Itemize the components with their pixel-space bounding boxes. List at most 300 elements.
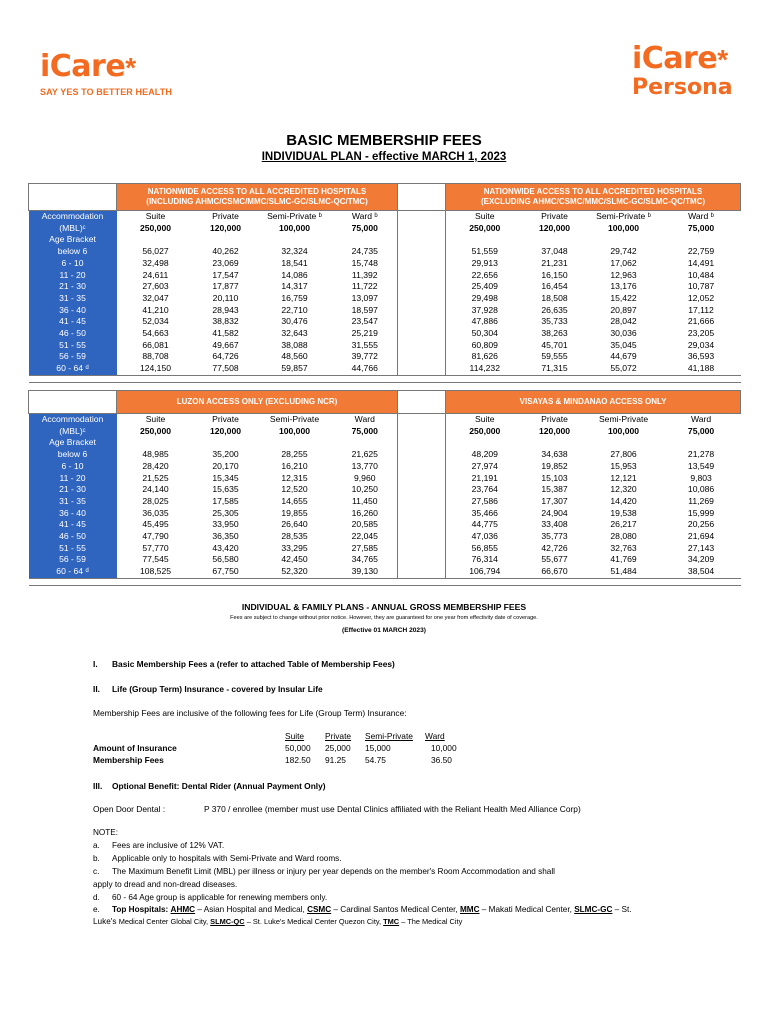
hospital-code: CSMC [307, 905, 332, 914]
fee-cell: 108,525 [139, 566, 172, 577]
table-row [29, 531, 741, 543]
fee-cell: 41,188 [687, 363, 715, 374]
fee-cell: 22,045 [351, 531, 378, 542]
fee-cell: 32,047 [142, 292, 169, 303]
mbl-label: (MBL)ᶜ [29, 223, 117, 235]
note-e-label: Top Hospitals: [112, 905, 169, 914]
fee-cell: 56,580 [212, 554, 239, 565]
fee-cell: 10,484 [687, 269, 715, 280]
region-header-line: NATIONWIDE ACCESS TO ALL ACCREDITED HOSPITALS [483, 187, 703, 196]
fee-cell: 10,086 [687, 484, 715, 495]
fee-cell: 18,597 [351, 304, 378, 315]
fee-cell: 35,466 [471, 507, 498, 518]
ins-header-suite: Suite [285, 731, 305, 741]
column-header: Semi-Private ᵇ [267, 211, 322, 221]
fee-cell: 32,643 [281, 328, 308, 339]
fee-cell: 77,508 [212, 363, 239, 374]
fee-cell: 14,491 [687, 257, 715, 268]
fee-cell: 48,985 [142, 449, 169, 460]
fee-cell: 47,790 [142, 531, 169, 542]
fee-cell: 14,086 [281, 269, 308, 280]
fee-cell: 44,766 [351, 363, 378, 374]
gap-cell [398, 449, 446, 461]
note-letter: c. [93, 867, 100, 876]
column-header: Semi-Private ᵇ [596, 211, 651, 221]
age-cell: 41 - 45 [29, 316, 117, 328]
header-blank [29, 391, 117, 414]
fee-cell: 23,764 [471, 484, 498, 495]
ins-cell: 54.75 [365, 755, 386, 765]
hospital-name: – Cardinal Santos Medical Center, [331, 905, 460, 914]
note-letter: e. [93, 905, 100, 914]
table-row [29, 566, 741, 578]
fee-cell: 15,748 [351, 257, 378, 268]
ins-cell: 50,000 [285, 743, 311, 753]
fee-cell: 66,670 [541, 566, 568, 577]
fee-cell: 38,263 [541, 328, 568, 339]
table-row [29, 519, 741, 531]
hospital-name: – St. [612, 905, 632, 914]
section-title: INDIVIDUAL & FAMILY PLANS - ANNUAL GROSS MEMBERSHIP FEES [241, 602, 527, 612]
fee-cell: 35,733 [541, 316, 568, 327]
age-cell: 51 - 55 [29, 543, 117, 555]
table-row [29, 484, 741, 496]
fee-cell: 32,498 [142, 257, 169, 268]
age-cell: 11 - 20 [29, 473, 117, 485]
fee-cell: 38,832 [212, 316, 239, 327]
fee-cell: 33,950 [212, 519, 239, 530]
mbl-value: 75,000 [687, 425, 715, 436]
fee-cell: 11,450 [351, 495, 378, 506]
gap-cell [398, 316, 446, 328]
table-row [29, 281, 741, 293]
fee-cell: 44,775 [471, 519, 498, 530]
item-3-num: III. [93, 781, 103, 791]
fee-cell: 15,103 [541, 472, 568, 483]
effective-date: (Effective 01 MARCH 2023) [342, 627, 426, 634]
mbl-value: 250,000 [469, 222, 501, 233]
fee-cell: 13,770 [351, 460, 378, 471]
age-cell: 60 - 64 ᵈ [29, 363, 117, 375]
fee-cell: 15,387 [541, 484, 568, 495]
age-cell: 31 - 35 [29, 293, 117, 305]
left-region-header [117, 184, 398, 211]
fee-cell: 29,913 [471, 257, 498, 268]
table-row [29, 340, 741, 352]
fee-cell: 20,170 [212, 460, 239, 471]
fee-cell: 15,422 [610, 292, 637, 303]
fee-cell: 31,555 [351, 339, 378, 350]
fee-cell: 40,262 [212, 246, 239, 257]
fee-cell: 25,305 [212, 507, 239, 518]
fee-cell: 41,582 [212, 328, 239, 339]
table-row [29, 351, 741, 363]
empty-cell [586, 437, 662, 449]
fee-cell: 23,547 [351, 316, 378, 327]
age-cell: 51 - 55 [29, 340, 117, 352]
column-header: Private [212, 211, 239, 221]
ins-cell: 91.25 [325, 755, 346, 765]
fee-cell: 12,520 [281, 484, 308, 495]
gap-cell [398, 363, 446, 375]
empty-cell [257, 234, 333, 246]
fee-cell: 17,062 [610, 257, 637, 268]
fee-cell: 28,080 [610, 531, 637, 542]
fee-cell: 16,210 [281, 460, 308, 471]
icare-logo [40, 49, 172, 97]
age-bracket-label: Age Bracket [29, 234, 117, 246]
left-region-header [117, 391, 398, 414]
fee-cell: 56,855 [471, 542, 498, 553]
page-subtitle: INDIVIDUAL PLAN - effective MARCH 1, 2023 [261, 151, 507, 163]
fee-cell: 20,585 [351, 519, 378, 530]
mbl-value: 100,000 [278, 222, 311, 233]
fee-cell: 48,209 [471, 449, 498, 460]
fee-cell: 21,666 [687, 316, 715, 327]
fee-cell: 28,042 [610, 316, 637, 327]
fee-cell: 28,943 [212, 304, 239, 315]
fee-cell: 37,048 [541, 246, 568, 257]
column-header: Private [541, 211, 568, 221]
fee-cell: 23,069 [212, 257, 239, 268]
fee-cell: 17,112 [688, 304, 714, 315]
fee-cell: 27,806 [610, 449, 637, 460]
gap-cell [398, 328, 446, 340]
fee-cell: 24,735 [351, 246, 378, 257]
hospital-code: SLMC-QC [210, 917, 245, 926]
fee-cell: 27,586 [471, 495, 498, 506]
column-header: Suite [475, 414, 495, 424]
fee-cell: 12,963 [610, 269, 637, 280]
table-row [29, 246, 741, 258]
mbl-value: 75,000 [687, 222, 715, 233]
dental-text: P 370 / enrollee (member must use Dental Clinics affiliated with the Reliant Health Med Alliance Corp) [204, 804, 581, 814]
asterisk-icon: * [717, 44, 729, 75]
hospital-name: – The Medical City [399, 917, 463, 926]
mbl-value: 75,000 [351, 222, 378, 233]
gap-cell [398, 223, 446, 235]
fee-cell: 37,928 [471, 304, 498, 315]
column-header: Suite [145, 414, 166, 424]
fee-cell: 14,420 [610, 495, 637, 506]
age-cell: below 6 [29, 449, 117, 461]
fee-cell: 77,545 [142, 554, 169, 565]
gap-cell [398, 270, 446, 282]
mbl-value: 120,000 [209, 425, 242, 436]
table-row [29, 473, 741, 485]
fee-cell: 22,710 [281, 304, 308, 315]
mbl-value: 120,000 [538, 222, 571, 233]
note-e-line2b: Medical Center Global City, [118, 917, 211, 926]
icare-persona-logo [632, 41, 733, 100]
fee-cell: 18,508 [541, 292, 568, 303]
fee-cell: 9,960 [354, 472, 376, 483]
item-2-num: II. [93, 684, 100, 694]
age-cell: 21 - 30 [29, 281, 117, 293]
fee-cell: 49,667 [212, 339, 239, 350]
fee-cell: 41,769 [610, 554, 637, 565]
age-cell: 6 - 10 [29, 258, 117, 270]
fee-cell: 34,209 [687, 554, 715, 565]
gap-cell [398, 258, 446, 270]
fee-cell: 36,593 [687, 351, 715, 362]
mbl-value: 75,000 [351, 425, 378, 436]
fee-table-nationwide [28, 183, 741, 383]
note-b: Applicable only to hospitals with Semi-Private and Ward rooms. [112, 854, 342, 863]
item-3-text: Optional Benefit: Dental Rider (Annual Payment Only) [112, 781, 326, 791]
gap-cell [398, 473, 446, 485]
asterisk-icon: * [125, 52, 137, 83]
fee-cell: 30,476 [281, 316, 308, 327]
mbl-label: (MBL)ᶜ [29, 426, 117, 438]
fee-cell: 54,663 [142, 328, 169, 339]
right-region-header [446, 391, 741, 414]
mbl-value: 120,000 [539, 425, 571, 436]
fee-cell: 11,392 [351, 269, 378, 280]
fee-cell: 16,150 [541, 269, 568, 280]
fee-cell: 25,409 [471, 281, 498, 292]
fee-cell: 12,320 [610, 484, 637, 495]
gap-cell [398, 414, 446, 426]
column-header: Private [212, 414, 239, 424]
empty-cell [195, 234, 257, 246]
fee-cell: 23,205 [687, 328, 715, 339]
fee-cell: 71,315 [541, 363, 568, 374]
note-letter: a. [93, 841, 100, 850]
age-cell: below 6 [29, 246, 117, 258]
fee-cell: 22,759 [687, 246, 715, 257]
ins-row-label: Membership Fees [93, 755, 164, 765]
fee-cell: 114,232 [469, 363, 500, 374]
fee-cell: 26,217 [610, 519, 637, 530]
age-cell: 46 - 50 [29, 531, 117, 543]
gap-cell [398, 246, 446, 258]
gap-cell [398, 531, 446, 543]
fee-cell: 43,420 [212, 542, 239, 553]
region-header-line: (INCLUDING AHMC/CSMC/MMC/SLMC-GC/SLMC-QC/TMC) [146, 197, 368, 206]
fee-cell: 14,655 [281, 495, 308, 506]
empty-cell [662, 437, 741, 449]
fee-cell: 25,219 [351, 328, 378, 339]
table-row [29, 316, 741, 328]
fee-cell: 19,855 [281, 507, 308, 518]
fee-cell: 20,110 [212, 292, 239, 303]
fee-cell: 17,307 [541, 495, 568, 506]
empty-cell [117, 437, 195, 449]
table-row [29, 363, 741, 375]
note-c: The Maximum Benefit Limit (MBL) per illness or injury per year depends on the member's Room Accommodation and shall [112, 867, 555, 876]
fee-cell: 28,025 [142, 495, 169, 506]
gap-cell [398, 281, 446, 293]
empty-cell [586, 234, 662, 246]
fee-cell: 17,547 [212, 269, 239, 280]
fee-cell: 81,626 [471, 351, 498, 362]
fee-cell: 41,210 [142, 304, 169, 315]
gap-cell [398, 351, 446, 363]
fee-cell: 15,999 [687, 507, 715, 518]
fee-cell: 36,035 [142, 507, 169, 518]
right-region-header [446, 184, 741, 211]
column-header: Private [541, 414, 568, 424]
logo-tagline: SAY YES TO BETTER HEALTH [40, 87, 172, 97]
fee-cell: 22,656 [471, 269, 498, 280]
ins-cell: 15,000 [365, 743, 391, 753]
ins-cell: 36.50 [431, 755, 452, 765]
fee-cell: 39,130 [351, 566, 378, 577]
header-blank [29, 184, 117, 211]
fee-cell: 29,742 [610, 246, 637, 257]
item-2-text: Life (Group Term) Insurance - covered by Insular Life [112, 684, 323, 694]
fee-cell: 55,072 [610, 363, 637, 374]
gap-cell [398, 566, 446, 578]
age-cell: 36 - 40 [29, 305, 117, 317]
fee-cell: 48,560 [281, 351, 308, 362]
table-row [29, 543, 741, 555]
insurance-table [93, 730, 465, 766]
table-bottom-border [29, 375, 741, 382]
fee-cell: 14,317 [281, 281, 308, 292]
table-row [29, 293, 741, 305]
fee-cell: 21,694 [687, 531, 715, 542]
empty-cell [446, 234, 524, 246]
fee-cell: 32,763 [610, 542, 637, 553]
inclusive-text: Membership Fees are inclusive of the following fees for Life (Group Term) Insurance: [93, 708, 407, 718]
note-c-continued: apply to dread and non-dread diseases. [93, 880, 238, 889]
age-cell: 11 - 20 [29, 270, 117, 282]
age-cell: 56 - 59 [29, 351, 117, 363]
fee-cell: 42,450 [281, 554, 308, 565]
age-cell: 56 - 59 [29, 554, 117, 566]
note-a: Fees are inclusive of 12% VAT. [112, 841, 225, 850]
accommodation-label: Accommodation [29, 211, 117, 223]
fee-cell: 15,953 [610, 460, 637, 471]
ins-row-label: Amount of Insurance [93, 743, 177, 753]
gap-cell [398, 543, 446, 555]
fee-cell: 26,640 [281, 519, 308, 530]
note-e-line2a: Luke's [93, 917, 119, 926]
mbl-value: 100,000 [607, 222, 640, 233]
fee-cell: 64,726 [212, 351, 239, 362]
empty-cell [524, 437, 586, 449]
hospital-name: – Makati Medical Center, [479, 905, 575, 914]
ins-cell: 10,000 [431, 743, 457, 753]
gap-cell [398, 305, 446, 317]
fee-cell: 38,088 [281, 339, 308, 350]
fee-cell: 20,897 [610, 304, 637, 315]
fee-cell: 19,852 [541, 460, 568, 471]
column-header: Suite [474, 211, 495, 221]
table-row [29, 305, 741, 317]
fee-cell: 17,585 [212, 495, 239, 506]
fee-cell: 50,304 [471, 328, 498, 339]
hospital-name: – Asian Hospital and Medical, [195, 905, 308, 914]
age-cell: 60 - 64 ᵈ [29, 566, 117, 578]
fee-cell: 51,484 [610, 566, 637, 577]
fee-cell: 36,350 [212, 531, 239, 542]
fee-cell: 27,143 [687, 542, 715, 553]
gap-cell [398, 508, 446, 520]
fee-cell: 44,679 [610, 351, 637, 362]
table-row [29, 496, 741, 508]
age-cell: 31 - 35 [29, 496, 117, 508]
logo-wordmark: iCare [40, 49, 126, 84]
mbl-value: 250,000 [139, 222, 172, 233]
fee-cell: 15,635 [212, 484, 239, 495]
hospital-name: – St. Luke's Medical Center Quezon City, [244, 917, 384, 926]
fee-cell: 29,034 [687, 339, 715, 350]
fee-cell: 21,278 [687, 449, 715, 460]
age-cell: 46 - 50 [29, 328, 117, 340]
fee-cell: 27,585 [351, 542, 378, 553]
fee-cell: 38,504 [687, 566, 715, 577]
notes-heading: NOTE: [93, 828, 119, 837]
fee-cell: 45,701 [541, 339, 568, 350]
table-bottom-border [29, 578, 741, 585]
hospital-code: SLMC-GC [574, 905, 613, 914]
table-row [29, 270, 741, 282]
header-gap [398, 184, 446, 211]
hospital-code: TMC [383, 917, 400, 926]
fee-cell: 32,324 [281, 246, 308, 257]
fee-cell: 16,260 [351, 507, 378, 518]
gap-cell [398, 519, 446, 531]
note-letter: b. [93, 854, 100, 863]
age-cell: 21 - 30 [29, 484, 117, 496]
fee-cell: 19,538 [610, 507, 637, 518]
empty-cell [117, 234, 195, 246]
column-header: Ward ᵇ [351, 211, 378, 221]
fee-cell: 76,314 [471, 554, 498, 565]
fee-cell: 88,708 [142, 351, 169, 362]
mbl-value: 120,000 [209, 222, 242, 233]
fee-cell: 21,191 [471, 472, 498, 483]
empty-cell [333, 234, 398, 246]
hospital-code: AHMC [170, 905, 196, 914]
fee-cell: 24,904 [541, 507, 568, 518]
gap-cell [398, 496, 446, 508]
logo-persona: Persona [632, 75, 733, 100]
gap-cell [398, 484, 446, 496]
fee-table-regional [28, 390, 741, 586]
ins-cell: 182.50 [285, 755, 311, 765]
fee-cell: 13,176 [610, 281, 637, 292]
fee-cell: 16,759 [281, 292, 308, 303]
hospital-code: MMC [459, 905, 480, 914]
fee-cell: 47,036 [471, 531, 498, 542]
fee-cell: 27,974 [471, 460, 498, 471]
fee-cell: 51,559 [471, 246, 498, 257]
fee-cell: 55,677 [541, 554, 568, 565]
fee-cell: 34,638 [541, 449, 568, 460]
logo-wordmark: iCare [632, 41, 718, 76]
fee-cell: 17,877 [212, 281, 239, 292]
ins-header-semi-private: Semi-Private [365, 731, 413, 741]
fee-cell: 124,150 [139, 363, 172, 374]
fee-cell: 59,857 [281, 363, 308, 374]
empty-cell [524, 234, 586, 246]
age-cell: 36 - 40 [29, 508, 117, 520]
fee-cell: 29,498 [471, 292, 498, 303]
fee-cell: 59,555 [541, 351, 568, 362]
region-header-line: (EXCLUDING AHMC/CSMC/MMC/SLMC-GC/SLMC-QC/TMC) [480, 197, 706, 206]
column-header: Semi-Private [269, 414, 320, 424]
column-header: Suite [145, 211, 166, 221]
fee-cell: 28,420 [142, 460, 169, 471]
mbl-value: 100,000 [278, 425, 311, 436]
fee-cell: 52,034 [142, 316, 169, 327]
fee-cell: 28,255 [281, 449, 308, 460]
fee-cell: 33,408 [541, 519, 568, 530]
